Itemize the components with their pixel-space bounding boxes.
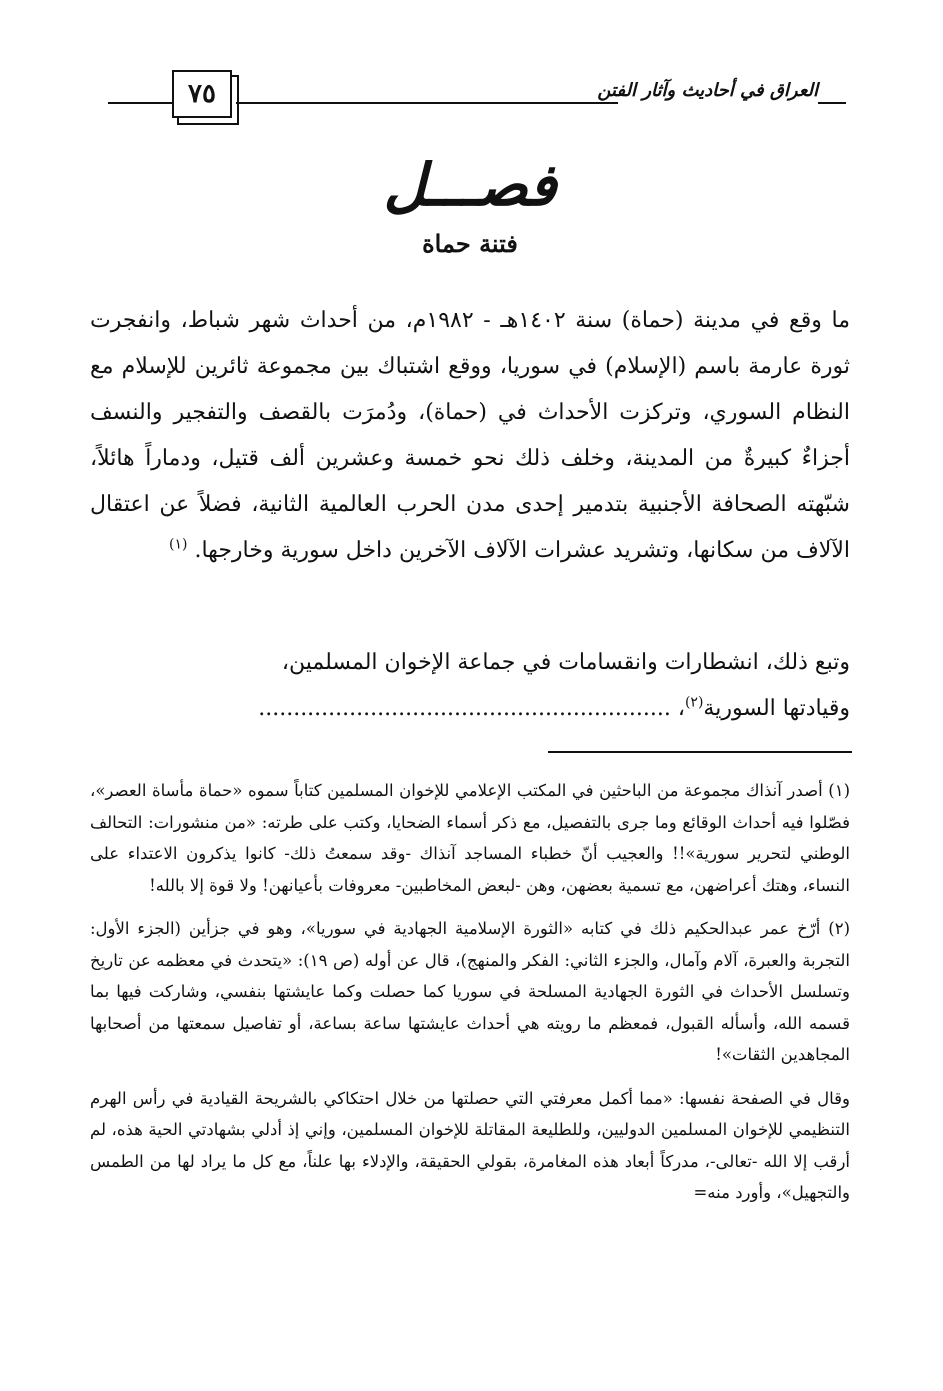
header-rule-middle [236, 102, 618, 104]
footnote-2-continuation: وقال في الصفحة نفسها: «مما أكمل معرفتي التي حصلتها من خلال احتكاكي بالشريحة القيادية في رأس الهرم التنظيمي للإخوان المسلمين الدوليين، وللطليعة المقاتلة للإخوان المسلمين، وإني إذ أدلي بشهادتي الحية هذه، لم أرقب إلا الله -تعالى-، مدركاً أبعاد هذه المغامرة، بقولي الحقيقة، والإدلاء بها علناً، مع كل ما يراد لها من الطمس والتجهيل»، وأورد منه= [90, 1088, 850, 1202]
running-title: العراق في أحاديث وآثار الفتن [597, 80, 818, 101]
header-rule-left [108, 102, 172, 104]
chapter-title: فصـــل [383, 151, 557, 219]
paragraph-1-text: ما وقع في مدينة (حماة) سنة ١٤٠٢هـ - ١٩٨٢م، من أحداث شهر شباط، وانفجرت ثورة عارمة باسم (الإسلام) في سوريا، ووقع اشتباك بين مجموعة ثائرين للإسلام مع النظام السوري، وتركزت الأحداث في (حماة)، ودُمرَت بالقصف والتفجير والنسف أجزاءٌ كبيرةٌ من المدينة، وخلف ذلك نحو خمسة وعشرين ألف قتيل، ودماراً هائلاً، شبّهته الصحافة الأجنبية بتدمير إحدى مدن الحرب العالمية الثانية، فضلاً عن اعتقال الآلاف من سكانها، وتشريد عشرات الآلاف الآخرين داخل سورية وخارجها. [90, 308, 850, 563]
footnote-ref-1[interactable]: (١) [169, 536, 188, 553]
paragraph-2-line-1: وتبع ذلك، انشطارات وانقسامات في جماعة الإخوان المسلمين، [281, 650, 850, 675]
paragraph-2-tail: ، ........................................................... [258, 696, 685, 721]
footnote-2: (٢) أرّخ عمر عبدالحكيم ذلك في كتابه «الثورة الإسلامية الجهادية في سوريا»، وهو في جزأين (الجزء الأول: التجربة والعبرة، آلام وآمال، والجزء الثاني: الفكر والمنهج)، قال عن أوله (ص ١٩): «يتحدث في معظمه عن تاريخ وتسلسل الأحداث في الثورة الجهادية المسلحة في سوريا كما حصلت وكما عايشتها بنفسي، وشاركت فيها بما قسمه الله، وأسأله القبول، فمعظم ما رويته هي أحداث عايشتها ساعة بساعة، أو تفاصيل سمعتها من أصحابها المجاهدين الثقات»! [90, 919, 850, 1064]
footnote-ref-2[interactable]: (٢) [684, 694, 704, 711]
body-paragraph-2 [90, 640, 850, 732]
footnotes [90, 775, 850, 1221]
footnote-separator [548, 751, 852, 753]
section-title: فتنة حماة [422, 229, 518, 258]
header-rule-right [818, 102, 846, 104]
paragraph-2-line-2: وقيادتها السورية [703, 696, 850, 721]
footnote-1: (١) أصدر آنذاك مجموعة من الباحثين في المكتب الإعلامي للإخوان المسلمين كتاباً سموه «حماة مأساة العصر»، فصّلوا فيه أحداث الوقائع وما جرى بالتفصيل، مع ذكر أسماء الضحايا، وكتب على طرته: «من منشورات: التحالف الوطني لتحرير سورية»!! والعجيب أنّ خطباء المساجد آنذاك -وقد سمعتُ ذلك- كانوا يذكرون الاعتداء على النساء، وهتك أعراضهن، مع تسمية بعضهن، وهن -لبعض المخاطبين- معروفات بأعيانهن! ولا قوة إلا بالله! [90, 781, 850, 895]
page-number-box [172, 70, 232, 118]
page-number: ٧٥ [188, 79, 216, 109]
body-paragraph-1 [90, 298, 850, 574]
